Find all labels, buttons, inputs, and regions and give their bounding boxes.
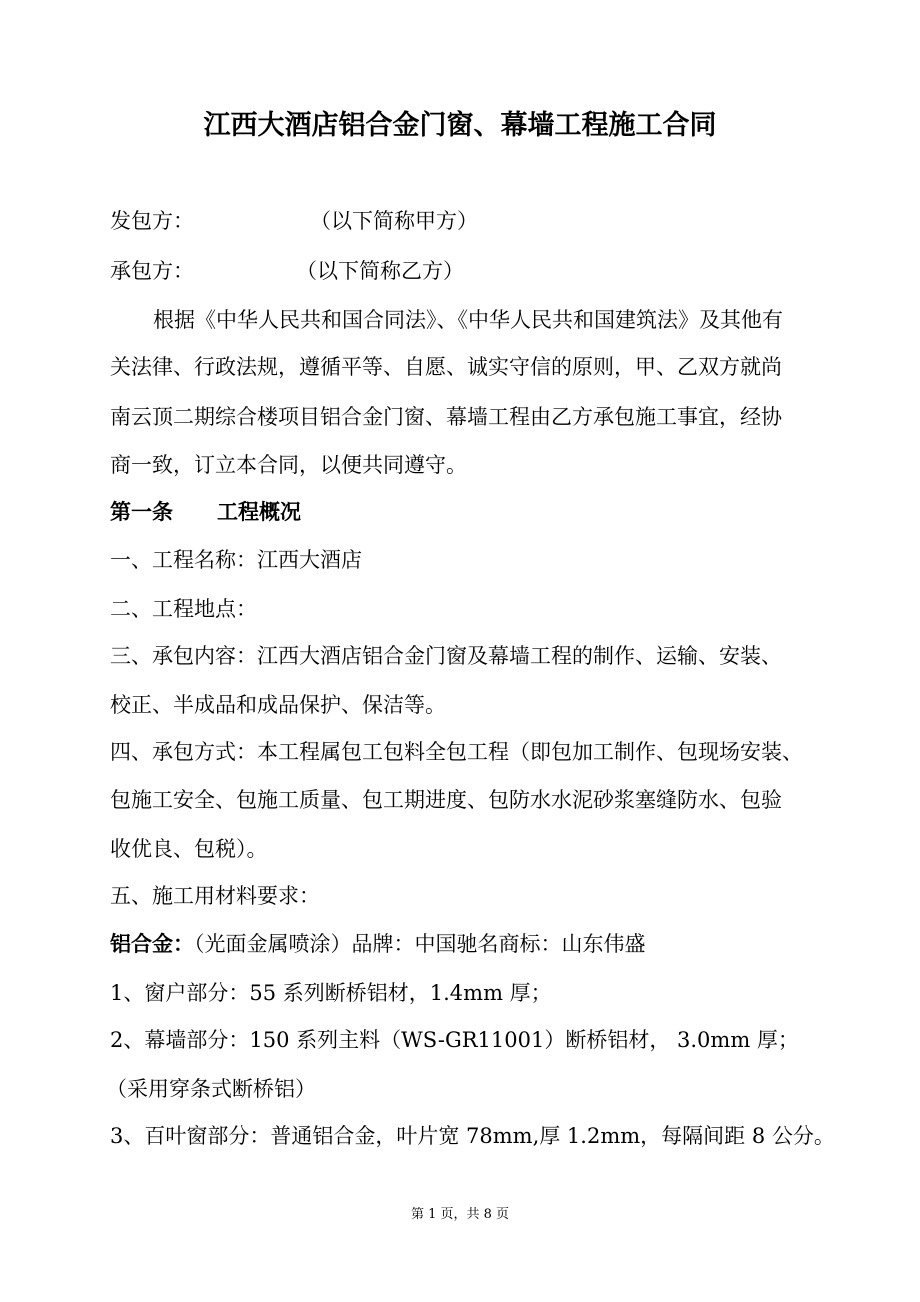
preamble-line: 商一致，订立本合同，以便共同遵守。 (110, 453, 467, 477)
project-name: 一、工程名称：江西大酒店 (110, 548, 362, 572)
contract-scope: 三、承包内容：江西大酒店铝合金门窗及幕墙工程的制作、运输、安装、 (110, 644, 782, 668)
preamble-line: 关法律、行政法规，遵循平等、自愿、诚实守信的原则，甲、乙双方就尚 (110, 355, 782, 379)
aluminum-line (110, 929, 646, 959)
aluminum-label: 铝合金： (110, 931, 194, 956)
article-heading (110, 497, 301, 527)
contract-method: 包施工安全、包施工质量、包工期进度、包防水水泥砂浆塞缝防水、包验 (110, 788, 782, 812)
page-footer: 第 1 页，共 8 页 (410, 1207, 510, 1222)
project-location: 二、工程地点： (110, 597, 257, 621)
contract-method: 四、承包方式：本工程属包工包料全包工程（即包加工制作、包现场安装、 (110, 740, 803, 764)
aluminum-text: （光面金属喷涂）品牌：中国驰名商标：山东伟盛 (194, 932, 646, 956)
party-b-line (110, 256, 464, 286)
article-title: 工程概况 (217, 499, 301, 524)
party-a-line (110, 206, 478, 236)
material-requirements: 五、施工用材料要求： (110, 884, 320, 908)
contract-scope: 校正、半成品和成品保护、保洁等。 (110, 693, 446, 717)
party-a-note: （以下简称甲方） (310, 209, 478, 233)
spec-curtain-wall: 2、幕墙部分：150 系列主料（WS-GR11001）断桥铝材， 3.0mm 厚； (110, 1028, 799, 1052)
party-b-note: （以下简称乙方） (296, 259, 464, 283)
contract-title: 江西大酒店铝合金门窗、幕墙工程施工合同 (203, 110, 717, 141)
party-b-label: 承包方： (110, 259, 194, 283)
spec-window: 1、窗户部分：55 系列断桥铝材，1.4mm 厚； (110, 981, 552, 1005)
spec-curtain-wall-note: （采用穿条式断桥铝） (106, 1077, 316, 1101)
party-a-label: 发包方： (110, 209, 194, 233)
contract-method: 收优良、包税）。 (110, 837, 268, 861)
preamble-line: 根据《中华人民共和国合同法》、《中华人民共和国建筑法》及其他有 (153, 308, 783, 332)
preamble-line: 南云顶二期综合楼项目铝合金门窗、幕墙工程由乙方承包施工事宜，经协 (110, 405, 782, 429)
spec-louver: 3、百叶窗部分：普通铝合金，叶片宽 78mm,厚 1.2mm，每隔间距 8 公分。 (110, 1124, 835, 1148)
article-number: 第一条 (110, 499, 173, 524)
